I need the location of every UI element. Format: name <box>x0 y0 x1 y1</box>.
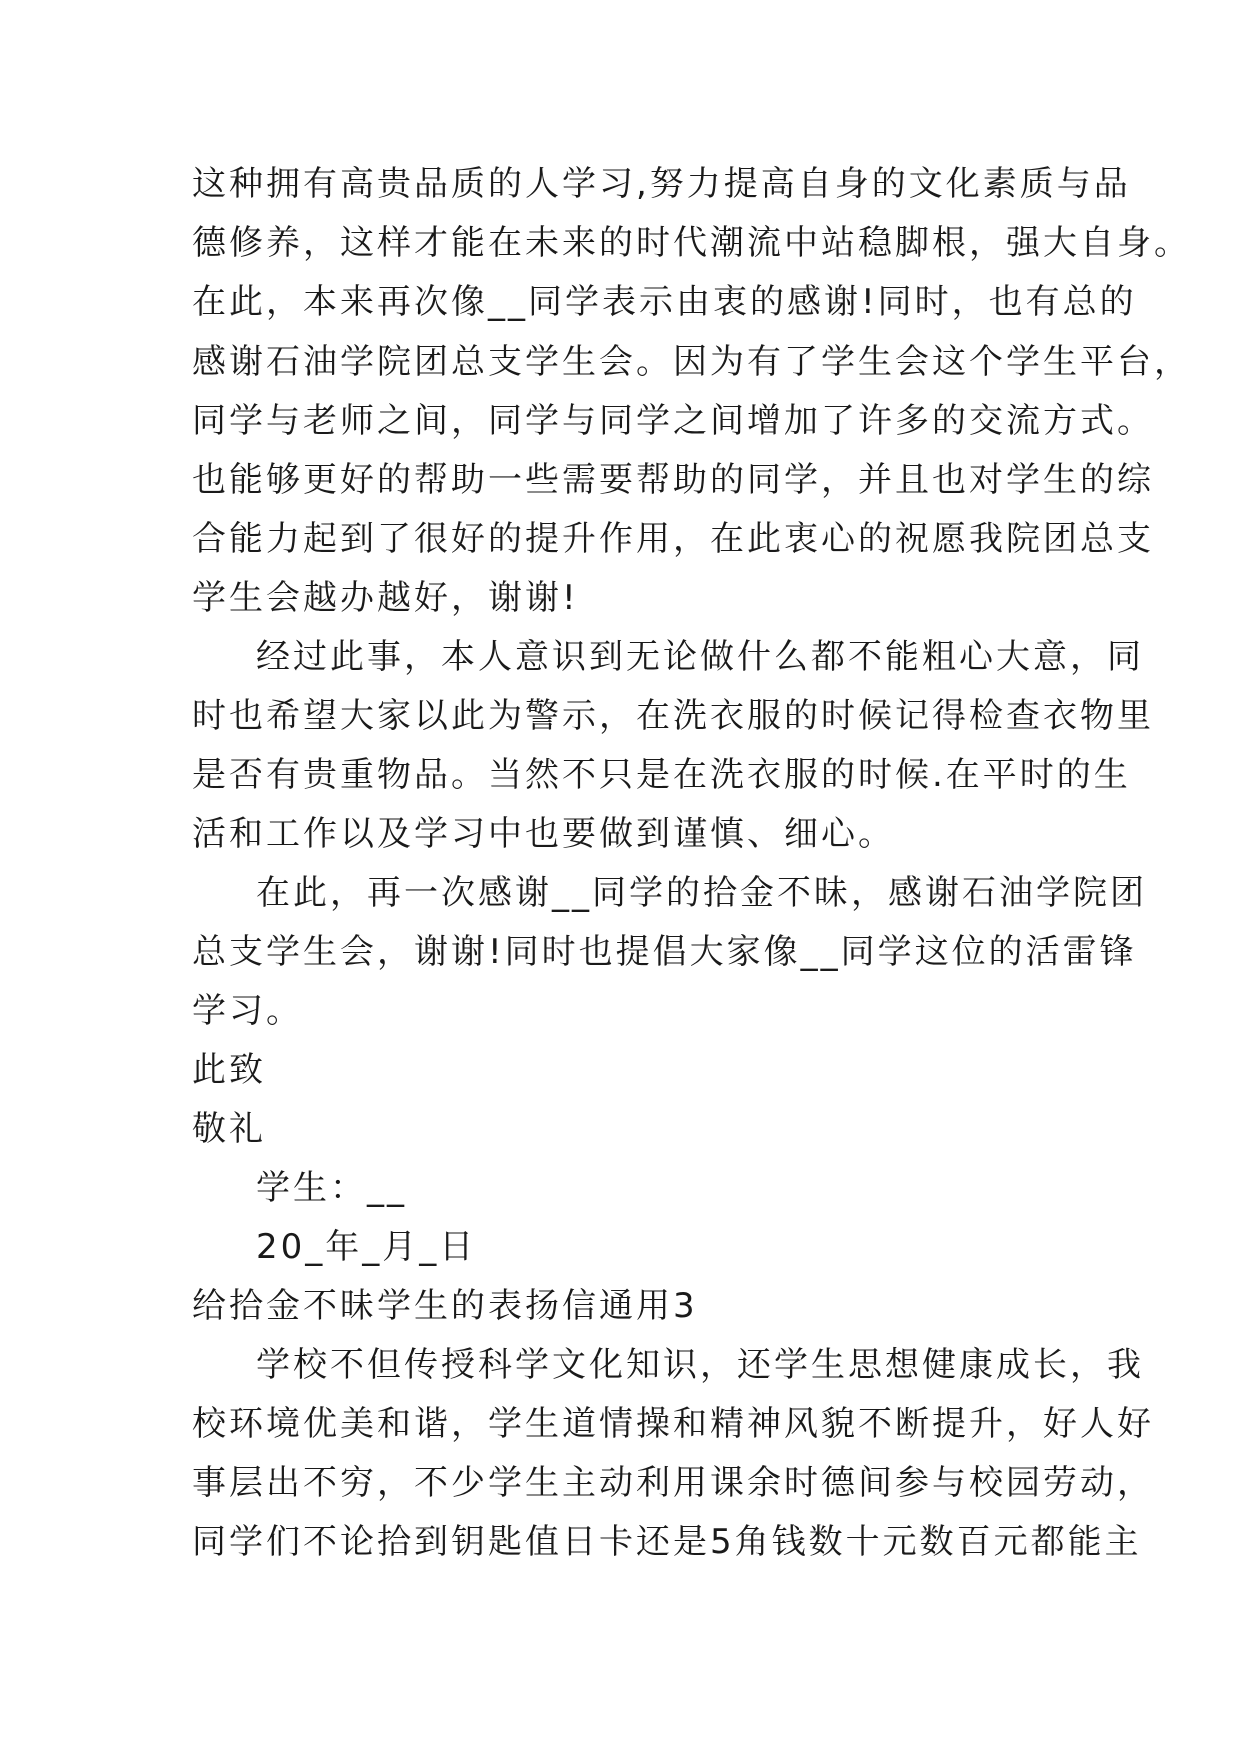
text-line: 事层出不穷，不少学生主动利用课余时德间参与校园劳动， <box>192 1463 1154 1503</box>
text-line: 也能够更好的帮助一些需要帮助的同学，并且也对学生的综 <box>192 460 1154 500</box>
section-title: 给拾金不昧学生的表扬信通用3 <box>192 1286 698 1326</box>
date-line: 20_年_月_日 <box>256 1227 477 1267</box>
text-line: 合能力起到了很好的提升作用，在此衷心的祝愿我院团总支 <box>192 519 1154 559</box>
text-line: 校环境优美和谐，学生道情操和精神风貌不断提升，好人好 <box>192 1404 1154 1444</box>
signature-line: 学生：__ <box>256 1168 407 1208</box>
text-line: 时也希望大家以此为警示，在洗衣服的时候记得检查衣物里 <box>192 696 1154 736</box>
text-line: 感谢石油学院团总支学生会。因为有了学生会这个学生平台， <box>192 342 1191 382</box>
text-line: 在此，本来再次像__同学表示由衷的感谢!同时，也有总的 <box>192 282 1137 322</box>
paragraph-start: 在此，再一次感谢__同学的拾金不昧，感谢石油学院团 <box>256 873 1147 913</box>
text-line: 是否有贵重物品。当然不只是在洗衣服的时候.在平时的生 <box>192 755 1131 795</box>
text-line: 学习。 <box>192 991 303 1031</box>
paragraph-start: 经过此事，本人意识到无论做什么都不能粗心大意，同 <box>256 637 1144 677</box>
text-line: 学生会越办越好，谢谢! <box>192 578 579 618</box>
closing-salutation: 此致 <box>192 1050 266 1090</box>
text-line: 活和工作以及学习中也要做到谨慎、细心。 <box>192 814 895 854</box>
text-line: 同学们不论拾到钥匙值日卡还是5角钱数十元数百元都能主 <box>192 1522 1142 1562</box>
closing-salutation: 敬礼 <box>192 1109 266 1149</box>
text-line: 德修养，这样才能在未来的时代潮流中站稳脚根，强大自身。 <box>192 223 1191 263</box>
text-line: 总支学生会，谢谢!同时也提倡大家像__同学这位的活雷锋 <box>192 932 1137 972</box>
text-line: 同学与老师之间，同学与同学之间增加了许多的交流方式。 <box>192 401 1154 441</box>
paragraph-start: 学校不但传授科学文化知识，还学生思想健康成长，我 <box>256 1345 1144 1385</box>
text-line: 这种拥有高贵品质的人学习,努力提高自身的文化素质与品 <box>192 164 1131 204</box>
